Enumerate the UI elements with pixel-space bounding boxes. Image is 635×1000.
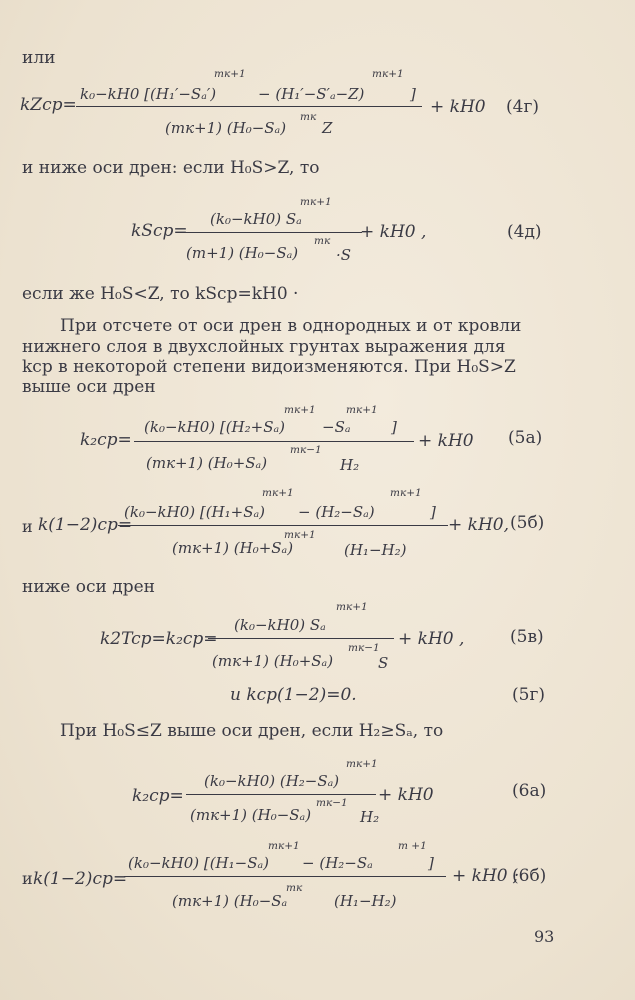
exponent: m +1 — [398, 840, 427, 852]
exponent: mк+1 — [214, 68, 246, 80]
paragraph-line: При отсчете от оси дрен в однородных и от кровли — [60, 316, 522, 336]
denominator-tail: ·S — [336, 246, 352, 264]
numerator-close: ] — [391, 418, 397, 436]
numerator-part: − (H₂−Sₐ — [302, 854, 373, 872]
exponent: mк — [286, 882, 303, 894]
exponent: mк−1 — [290, 444, 322, 456]
exponent: mк+1 — [300, 196, 332, 208]
fraction-bar — [118, 525, 448, 526]
equation-tag: (5б) — [510, 513, 545, 533]
denominator-tail: (H₁−H₂) — [334, 892, 397, 910]
equation-prefix: и — [22, 869, 33, 888]
fraction-bar — [124, 876, 446, 877]
text-line-if-less: если же H₀S<Z, то kScp=kH0 · — [22, 284, 299, 304]
equation-lhs: k2Tcp=k₂cp= — [100, 629, 218, 649]
numerator: (k₀−kH0) Sₐ — [210, 210, 302, 228]
exponent: mк−1 — [348, 642, 380, 654]
numerator-part: −Sₐ — [322, 418, 351, 436]
denominator: (mк+1) (H₀−Sₐ) — [165, 119, 287, 137]
page-number: 93 — [534, 927, 555, 946]
denominator-tail: H₂ — [340, 456, 360, 474]
equation-text: и kcp(1−2)=0. — [230, 685, 357, 705]
numerator: k₀−kH0 [(H₁′−Sₐ′) — [80, 85, 217, 103]
equation-lhs: k(1−2)cp= — [38, 515, 133, 535]
numerator: (k₀−kH0) [(H₁+Sₐ) — [124, 503, 265, 521]
denominator: (mк+1) (H₀+Sₐ) — [212, 652, 334, 670]
numerator-close: ] — [430, 503, 436, 521]
equation-rhs: + kH0 ; — [452, 866, 519, 886]
paragraph-line: kcp в некоторой степени видоизменяются. При H₀S>Z — [22, 357, 516, 377]
denominator-tail: H₂ — [360, 808, 380, 826]
exponent: mк — [300, 111, 317, 123]
denominator: (mк+1) (H₀−Sₐ — [172, 892, 288, 910]
exponent: mк — [314, 235, 331, 247]
equation-rhs: + kH0 — [418, 431, 474, 451]
exponent: mк−1 — [316, 797, 348, 809]
text-line-below-drain: и ниже оси дрен: если H₀S>Z, то — [22, 158, 320, 178]
text-line-below-axis: ниже оси дрен — [22, 577, 155, 597]
fraction-bar — [134, 441, 414, 442]
text-line-ili: или — [22, 48, 56, 68]
equation-tag: (4д) — [507, 222, 542, 242]
text-line-para2: При H₀S≤Z выше оси дрен, если H₂≥Sₐ, то — [60, 721, 444, 741]
denominator: (m+1) (H₀−Sₐ) — [186, 244, 299, 262]
equation-rhs: + kH0 — [378, 785, 434, 805]
numerator: (k₀−kH0) Sₐ — [234, 616, 326, 634]
numerator: (k₀−kH0) (H₂−Sₐ) — [204, 772, 340, 790]
exponent: mк+1 — [372, 68, 404, 80]
equation-tag: (5в) — [510, 627, 544, 647]
exponent: mк+1 — [284, 529, 316, 541]
numerator-close: ] — [410, 85, 416, 103]
equation-lhs: k(1−2)cp= — [33, 869, 128, 889]
equation-tag: (4г) — [506, 97, 539, 117]
equation-tag: (6б) — [512, 866, 547, 886]
numerator-part: − (H₁′−S′ₐ−Z) — [258, 85, 365, 103]
exponent: mк+1 — [390, 487, 422, 499]
denominator-tail: Z — [322, 119, 333, 137]
exponent: mк+1 — [268, 840, 300, 852]
equation-tag: (5а) — [508, 428, 543, 448]
numerator-close: ] — [428, 854, 434, 872]
equation-lhs: kScp= — [131, 221, 188, 241]
denominator-tail: (H₁−H₂) — [344, 541, 407, 559]
denominator-tail: S — [378, 654, 389, 672]
fraction-bar — [186, 794, 376, 795]
exponent: mк+1 — [284, 404, 316, 416]
fraction-bar — [184, 232, 362, 233]
equation-lhs: kZcp= — [20, 95, 77, 115]
equation-tag: (6а) — [512, 781, 547, 801]
paragraph-line: выше оси дрен — [22, 377, 156, 397]
denominator: (mк+1) (H₀+Sₐ) — [146, 454, 268, 472]
equation-rhs: + kH0 — [430, 97, 486, 117]
fraction-bar — [208, 638, 394, 639]
equation-lhs: k₂cp= — [80, 430, 132, 450]
equation-rhs: + kH0 , — [398, 629, 465, 649]
numerator: (k₀−kH0) [(H₂+Sₐ) — [144, 418, 285, 436]
denominator: (mк+1) (H₀−Sₐ) — [190, 806, 312, 824]
exponent: mк+1 — [346, 404, 378, 416]
paragraph-line: нижнего слоя в двухслойных грунтах выражения для — [22, 337, 506, 357]
denominator: (mк+1) (H₀+Sₐ) — [172, 539, 294, 557]
equation-lhs: k₂cp= — [132, 786, 184, 806]
equation-rhs: + kH0, — [448, 515, 509, 535]
numerator: (k₀−kH0) [(H₁−Sₐ) — [128, 854, 269, 872]
exponent: mк+1 — [336, 601, 368, 613]
equation-rhs: + kH0 , — [360, 222, 427, 242]
exponent: mк+1 — [346, 758, 378, 770]
fraction-bar — [76, 106, 422, 107]
exponent: mк+1 — [262, 487, 294, 499]
numerator-part: − (H₂−Sₐ) — [298, 503, 375, 521]
equation-tag: (5г) — [512, 685, 545, 705]
equation-prefix: и — [22, 517, 33, 536]
